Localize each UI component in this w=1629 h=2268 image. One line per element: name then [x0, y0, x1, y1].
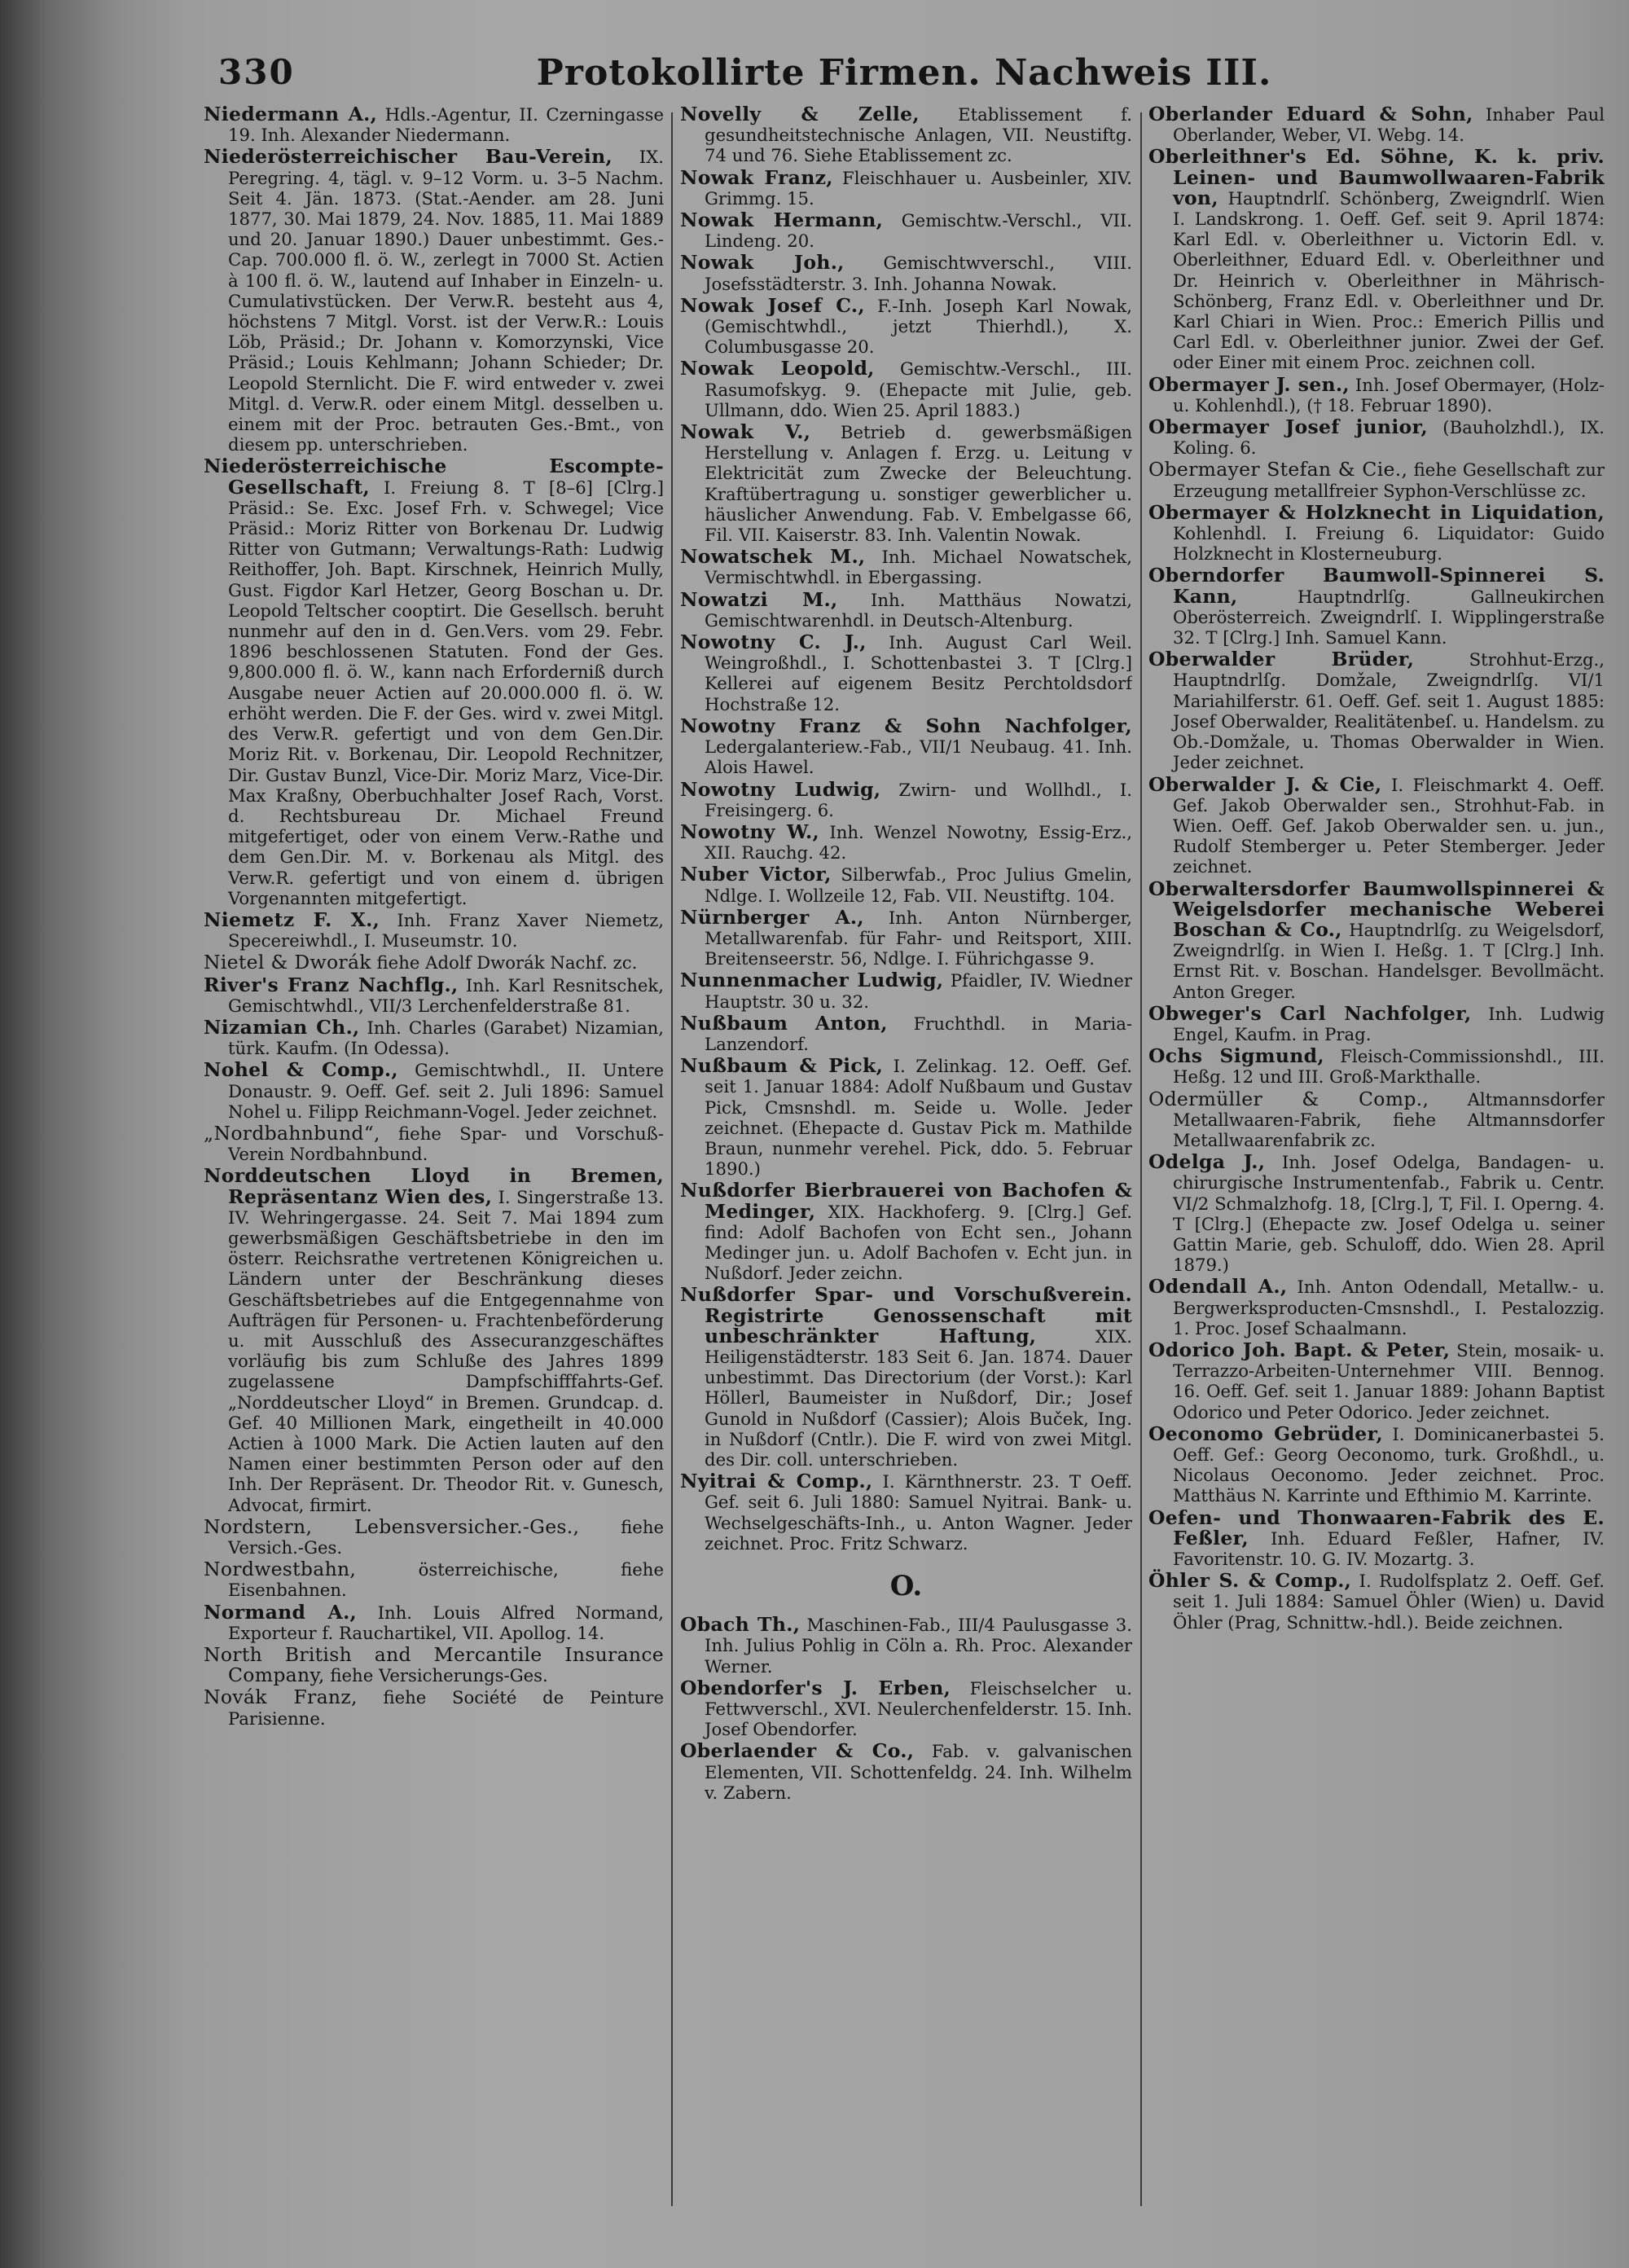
entry-text: Hauptndrlſg. zu Weigelsdorf, Zweigndrlſg. in Wien I. Heßg. 1. T [Clrg.] Inh. Ernst Rit. v. Boschan. Handelsger. Bevollmächt. Anton Greger. [1173, 919, 1605, 1002]
directory-entry [1148, 1505, 1605, 1570]
firm-name: Oberlaender & Co., [680, 1739, 915, 1763]
entry-text: Maschinen-Fab., III/4 Paulusgasse 3. Inh. Julius Pohlig in Cöln a. Rh. Proc. Alexander Werner. [705, 1615, 1132, 1677]
directory-entry [204, 1645, 664, 1686]
firm-name: Nürnberger A., [680, 905, 864, 929]
directory-entry [1148, 1152, 1605, 1275]
directory-entry [680, 210, 1132, 251]
entry-text: österreichische, fiehe Eisenbahnen. [228, 1559, 664, 1601]
entry-text: fiehe Versicherungs-Ges. [324, 1665, 548, 1686]
directory-entry [204, 104, 664, 145]
entry-text: fiehe Spar- und Vorschuß-Verein Nordbahnbund. [228, 1123, 664, 1165]
directory-entry [680, 104, 1132, 166]
firm-name: Novák Franz, [204, 1686, 358, 1709]
entry-text: I. Fleischmarkt 4. Oeff. Gef. Jakob Oberwalder sen., Strohhut-Fab. in Wien. Oeff. Gef. Jakob Oberwalder sen. u. jun., Rudolf Stemberger u. Peter Stemberger. Jeder zeichnet. [1173, 774, 1605, 877]
directory-entry [1148, 1277, 1605, 1338]
entry-text: fiehe Gesellschaft zur Erzeugung metallfreier Syphon-Verschlüsse zc. [1173, 459, 1605, 501]
column-divider [671, 112, 673, 2206]
directory-entry [1148, 565, 1605, 648]
column-divider [1140, 112, 1142, 2206]
entry-text: IX. Peregring. 4, tägl. v. 9–12 Vorm. u. 3–5 Nachm. Seit 4. Jän. 1873. (Stat.-Aender. am 28. Juni 1877, 30. Mai 1879, 24. Nov. 1885, 11. Mai 1889 und 20. Januar 1890.) Dauer unbestimmt. Ges.-Cap. 700.000 fl. ö. W., zerlegt in 7000 St. Actien à 100 fl. ö. W., lautend auf Inhaber in Einzeln- u. Cumulativstücken. Der Verw.R. besteht aus 4, höchstens 7 Mitgl. Vorst. ist der Verw.R.: Louis Löb, Präsid.; Dr. Johann v. Komorzynski, Vice Präsid.; Louis Kehlmann; Johann Schieder; Dr. Leopold Sternlicht. Die F. wird entweder v. zwei Mitgl. d. Verw.R. oder einem Mitgl. desselben u. einem mit der Proc. betrauten Ges.-Bmt., von diesem pp. unterschrieben. [228, 147, 664, 455]
column-right [1148, 104, 1605, 2239]
directory-entry [680, 547, 1132, 587]
entry-text: Fleisch-Commissionshdl., III. Heßg. 12 und III. Groß-Markthalle. [1173, 1046, 1605, 1088]
entry-text: I. Rudolfsplatz 2. Oeff. Gef. seit 1. Juli 1884: Samuel Öhler (Wien) u. David Öhler (Prag, Schnittw.-hdl.). Beide zeichnen. [1173, 1571, 1605, 1633]
directory-entry [680, 822, 1132, 863]
directory-entry [680, 864, 1132, 905]
entry-text: I. Freiung 8. T [8–6] [Clrg.] Präsid.: Se. Exc. Josef Frh. v. Schwegel; Vice Präsid.: Moriz Ritter von Borkenau Dr. Ludwig Ritter von Gutmann; Verwaltungs-Rath: Ludwig Reithoffer, Joh. Bapt. Kirschnek, Heinrich Mully, Gust. Figdor Karl Hetzer, Georg Boschan u. Dr. Leopold Teltscher cooptirt. Die Gesellsch. beruht nunmehr auf den in d. Gen.Vers. vom 29. Febr. 1896 beschlossenen Statuten. Fond der Ges. 9,800.000 fl. ö. W., kann nach Erforderniß durch Ausgabe neuer Actien auf 20.000.000 fl. ö. W. erhöht werden. Die F. der Ges. wird v. zwei Mitgl. des Verw.R. gefertigt und von dem Gen.Dir. Moriz Rit. v. Borkenau, Dir. Leopold Rechnitzer, Dir. Gustav Bunzl, Vice-Dir. Moriz Marz, Vice-Dir. Max Kraßny, Oberbuchhalter Josef Rach, Vorst. d. Rechtsbureau Dr. Michael Freund mitgefertiget, oder von einem Verw.-Rathe und dem Gen.Dir. M. v. Borkenau als Mitgl. des Verw.R. gefertigt und von einem d. übrigen Vorgenannten mitgefertigt. [228, 477, 664, 908]
directory-entry [680, 587, 1132, 631]
entry-text: Fab. v. galvanischen Elementen, VII. Schottenfeldg. 24. Inh. Wilhelm v. Zabern. [705, 1741, 1132, 1803]
directory-entry [204, 147, 664, 455]
directory-entry [1148, 879, 1605, 1002]
firm-name: Niemetz F. X., [204, 908, 380, 931]
entry-text: Ledergalanteriew.-Fab., VII/1 Neubaug. 41. Inh. Alois Hawel. [705, 736, 1132, 778]
firm-name: Nowak Josef C., [680, 293, 865, 317]
entry-text: Inh. Josef Odelga, Bandagen- u. chirurgische Instrumentenfab., Fabrik u. Centr. VI/2 Schmalzhofg. 18, [Clrg.], T, Fil. I. Operng. 4. T [Clrg.] (Ehepacte zw. Josef Odelga u. seiner Gattin Marie, geb. Schuloff, ddo. Wien 28. April 1879.) [1173, 1152, 1605, 1276]
firm-name: Novelly & Zelle, [680, 104, 920, 125]
firm-name: Nuber Victor, [680, 863, 832, 886]
entry-text: I. Dominicanerbastei 5. Oeff. Gef.: Georg Oeconomo, turk. Großhdl., u. Nicolaus Oeconomo. Jeder zeichnet. Proc. Matthäus N. Karrinte und Efthimio M. Karrinte. [1173, 1423, 1605, 1506]
firm-name: Obermayer J. sen., [1148, 372, 1350, 396]
entry-text: Silberwfab., Proc Julius Gmelin, Ndlge. I. Wollzeile 12, Fab. VII. Neustiftg. 104. [705, 864, 1132, 906]
directory-entry [680, 777, 1132, 820]
directory-entry [680, 293, 1132, 358]
directory-entry [1148, 1571, 1605, 1633]
directory-entry [204, 1060, 664, 1122]
directory-entry [204, 456, 664, 908]
directory-entry [680, 905, 1132, 969]
directory-entry [680, 1013, 1132, 1054]
entry-text: Inh. Charles (Garabet) Nizamian, türk. Kaufm. (In Odessa). [228, 1017, 664, 1059]
entry-text: Inh. Franz Xaver Niemetz, Specereiwhdl., I. Museumstr. 10. [228, 909, 664, 952]
entry-text: Inh. Louis Alfred Normand, Exporteur f. Rauchartikel, VII. Apollog. 14. [228, 1602, 664, 1643]
directory-entry [204, 975, 664, 1016]
directory-entry [204, 1166, 664, 1514]
entry-text: Inh. Anton Odendall, Metallw.- u. Bergwerksproducten-Cmsnshdl., I. Pestalozzig. 1. Proc. Josef Schaalmann. [1173, 1277, 1605, 1338]
entry-text: I. Zelinkag. 12. Oeff. Gef. seit 1. Januar 1884: Adolf Nußbaum und Gustav Pick, Cmsnshdl. m. Seide u. Wolle. Jeder zeichnet. (Ehepacte d. Gustav Pick m. Mathilde Braun, nunmehr verehel. Pick, ddo. 5. Februar 1890.) [705, 1056, 1132, 1180]
firm-name: Nowatzi M., [680, 587, 838, 611]
directory-entry [680, 970, 1132, 1011]
firm-name: Nowak Joh., [680, 251, 845, 275]
firm-name: Nyitrai & Comp., [680, 1470, 873, 1493]
entry-text: F.-Inh. Joseph Karl Nowak, (Gemischtwhdl., jetzt Thierhdl.), X. Columbusgasse 20. [705, 295, 1132, 358]
firm-name: Nowotny Franz & Sohn Nachfolger, [680, 714, 1132, 737]
directory-entry [680, 632, 1132, 714]
directory-entry [680, 253, 1132, 293]
entry-text: Inh. Matthäus Nowatzi, Gemischtwarenhdl. in Deutsch-Altenburg. [705, 589, 1132, 631]
firm-name: Nowotny Ludwig, [680, 777, 881, 801]
entry-text: Inh. Karl Resnitschek, Gemischtwhdl., VII/3 Lerchenfelderstraße 81. [228, 974, 664, 1016]
directory-entry [1148, 1089, 1605, 1151]
firm-name: Obach Th., [680, 1613, 801, 1637]
firm-name: Odendall A., [1148, 1275, 1288, 1299]
entry-text: Fruchthdl. in Maria-Lanzendorf. [705, 1013, 1132, 1054]
firm-name: Niederösterreichische Escompte-Gesellschaft, [204, 455, 664, 499]
entry-text: XIX. Hackhoferg. 9. [Clrg.] Gef. find: Adolf Bachofen von Echt sen., Johann Medinger jun. u. Adolf Bachofen v. Echt jun. in Nußdorf. Jeder zeichn. [705, 1201, 1132, 1284]
directory-entry [204, 952, 664, 973]
firm-name: Odorico Joh. Bapt. & Peter, [1148, 1338, 1451, 1361]
firm-name: Obermayer Josef junior, [1148, 415, 1428, 439]
firm-name: Oefen- und Thonwaaren-Fabrik des E. Feßler, [1148, 1505, 1605, 1549]
firm-name: Nußbaum Anton, [680, 1011, 888, 1035]
entry-text: Gemischtw.-Verschl., VII. Lindeng. 20. [705, 210, 1132, 252]
firm-name: Oberwaltersdorfer Baumwollspinnerei & Weigelsdorfer mechanische Weberei Boschan & Co., [1148, 877, 1605, 941]
column-middle [680, 104, 1132, 2239]
directory-entry [1148, 1046, 1605, 1087]
entry-text: Inh. Ludwig Engel, Kaufm. in Prag. [1173, 1003, 1605, 1044]
directory-entry [1148, 772, 1605, 877]
firm-name: Nordwestbahn, [204, 1558, 357, 1581]
directory-entry [204, 910, 664, 951]
entry-text: Hauptndrlſ. Schönberg, Zweigndrlſ. Wien I. Landskrong. 1. Oeff. Gef. seit 9. April 1874: Karl Edl. v. Oberleithner u. Victorin Edl. v. Oberleithner, Eduard Edl. v. Oberleithner und Dr. Heinrich v. Oberleithner in Mährisch-Schönberg, Franz Edl. v. Oberleithner und Dr. Karl Chiari in Wien. Proc.: Emerich Pillis und Carl Edl. v. Oberleithner junior. Zwei der Gef. oder Einer mit einem Proc. zeichnen coll. [1173, 187, 1605, 373]
column-left [204, 104, 664, 2239]
directory-entry [204, 1123, 664, 1164]
directory-entry [1148, 459, 1605, 500]
entry-text: XIX. Heiligenstädterstr. 183 Seit 6. Jan. 1874. Dauer unbestimmt. Das Directorium (der Vorst.): Karl Höllerl, Baumeister in Nußdorf, Dir.; Josef Gunold in Nußdorf (Cassier); Alois Buček, Ing. in Nußdorf (Cntlr.). Die F. wird von zwei Mitgl. des Dir. coll. unterschrieben. [705, 1325, 1132, 1470]
firm-name: River's Franz Nachflg., [204, 973, 459, 996]
section-heading: O. [889, 1570, 923, 1603]
firm-name: Nowak V., [680, 420, 811, 444]
directory-entry [680, 1615, 1132, 1677]
firm-name: Odelga J., [1148, 1150, 1266, 1174]
firm-name: Oberlander Eduard & Sohn, [1148, 104, 1473, 125]
firm-name: Nußbaum & Pick, [680, 1054, 884, 1078]
entry-text: Inh. Michael Nowatschek, Vermischtwhdl. in Ebergassing. [705, 547, 1132, 588]
running-title: Protokollirte Firmen. Nachweis III. [536, 52, 1272, 94]
directory-entry [204, 1602, 664, 1643]
directory-entry [680, 1471, 1132, 1554]
firm-name: Obweger's Carl Nachfolger, [1148, 1001, 1472, 1025]
directory-entry [1148, 1424, 1605, 1506]
firm-name: Odermüller & Comp., [1148, 1087, 1429, 1110]
firm-name: Nowak Hermann, [680, 209, 884, 232]
firm-name: Nowotny C. J., [680, 631, 867, 654]
directory-page [204, 24, 1605, 2257]
entry-text: Altmannsdorfer Metallwaaren-Fabrik, fiehe Altmannsdorfer Metallwaarenfabrik zc. [1173, 1088, 1605, 1150]
firm-name: Obermayer Stefan & Cie., [1148, 458, 1408, 481]
firm-name: Nowak Leopold, [680, 357, 875, 380]
directory-entry [680, 716, 1132, 778]
directory-entry [204, 1559, 664, 1600]
firm-name: Nordstern, Lebensversicher.-Ges., [204, 1514, 580, 1538]
directory-entry [1148, 372, 1605, 415]
firm-name: Normand A., [204, 1600, 358, 1624]
entry-text: Strohhut-Erzg., Hauptndrlſg. Domžale, Zweigndrlſg. VI/1 Mariahilferstr. 61. Oeff. Gef. seit 1. August 1885: Josef Oberwalder, Realitätenbeſ. u. Handelsm. zu Ob.-Domžale, u. Thomas Oberwalder in Wien. Jeder zeichnet. [1173, 649, 1605, 773]
firm-name: Nizamian Ch., [204, 1015, 360, 1039]
firm-name: Oeconomo Gebrüder, [1148, 1422, 1384, 1445]
firm-name: Oberwalder J. & Cie, [1148, 772, 1382, 796]
entry-text: Inhaber Paul Oberlander, Weber, VI. Webg. 14. [1173, 104, 1605, 146]
directory-entry [1148, 649, 1605, 772]
entry-text: Inh. August Carl Weil. Weingroßhdl., I. Schottenbastei 3. T [Clrg.] Kellerei auf eigenem Besitz Perchtoldsdorf Hochstraße 12. [705, 632, 1132, 714]
directory-entry [1148, 417, 1605, 458]
firm-name: „Nordbahnbund“, [204, 1121, 380, 1145]
firm-name: Nohel & Comp., [204, 1058, 398, 1082]
entry-text: (Bauholzhdl.), IX. Koling. 6. [1173, 417, 1605, 459]
entry-text: Hdls.-Agentur, II. Czerningasse 19. Inh. Alexander Niedermann. [228, 104, 664, 146]
entry-text: Inh. Wenzel Nowotny, Essig-Erz., XII. Rauchg. 42. [705, 821, 1132, 864]
firm-name: Niederösterreichischer Bau-Verein, [204, 145, 613, 169]
firm-name: Obermayer & Holzknecht in Liquidation, [1148, 500, 1605, 524]
entry-text: Inh. Eduard Feßler, Hafner, IV. Favoritenstr. 10. G. IV. Mozartg. 3. [1173, 1527, 1605, 1570]
directory-entry [680, 422, 1132, 545]
directory-entry [1148, 500, 1605, 565]
entry-text: Gemischtwhdl., II. Untere Donaustr. 9. Oeff. Gef. seit 2. Juli 1896: Samuel Nohel u. Filipp Reichmann-Vogel. Jeder zeichnet. [228, 1060, 664, 1122]
firm-name: Norddeutschen Lloyd in Bremen, Repräsentanz Wien des, [204, 1164, 664, 1208]
firm-name: Oberleithner's Ed. Söhne, K. k. priv. Leinen- und Baumwollwaaren-Fabrik von, [1148, 145, 1605, 209]
firm-name: North British and Mercantile Insurance Company, [204, 1643, 664, 1687]
firm-name: Nunnenmacher Ludwig, [680, 969, 944, 992]
entry-text: Zwirn- und Wollhdl., I. Freisingerg. 6. [705, 779, 1132, 820]
firm-name: Nowak Franz, [680, 165, 833, 189]
firm-name: Nowatschek M., [680, 545, 866, 569]
entry-text: Pfaidler, IV. Wiedner Hauptstr. 30 u. 32. [705, 970, 1132, 1012]
directory-entry [680, 1180, 1132, 1283]
firm-name: Oberwalder Brüder, [1148, 648, 1415, 671]
entry-text: Gemischtwverschl., VIII. Josefsstädterstr. 3. Inh. Johanna Nowak. [705, 253, 1132, 294]
entry-text: fiehe Versich.-Ges. [228, 1516, 664, 1558]
entry-text: Stein, mosaik- u. Terrazzo-Arbeiten-Unternehmer VIII. Bennog. 16. Oeff. Gef. seit 1. Januar 1889: Johann Baptist Odorico und Peter Odorico. Jeder zeichnet. [1173, 1339, 1605, 1422]
directory-entry [680, 1285, 1132, 1470]
directory-entry [204, 1015, 664, 1059]
entry-text: Fleischhauer u. Ausbeinler, XIV. Grimmg. 15. [705, 167, 1132, 209]
firm-name: Obendorfer's J. Erben, [680, 1676, 951, 1699]
entry-text: Inh. Anton Nürnberger, Metallwarenfab. für Fahr- und Reitsport, XIII. Breitenseerstr. 56, Ndlge. I. Führichgasse 9. [705, 907, 1132, 969]
directory-entry [680, 358, 1132, 420]
firm-name: Ochs Sigmund, [1148, 1044, 1324, 1068]
directory-entry [1148, 147, 1605, 372]
entry-text: Kohlenhdl. I. Freiung 6. Liquidator: Guido Holzknecht in Klosterneuburg. [1173, 523, 1605, 565]
firm-name: Oberndorfer Baumwoll-Spinnerei S. Kann, [1148, 564, 1605, 608]
directory-entry [680, 165, 1132, 209]
directory-entry [680, 1741, 1132, 1803]
directory-entry [1148, 1001, 1605, 1044]
entry-text: I. Kärnthnerstr. 23. T Oeff. Gef. seit 6. Juli 1880: Samuel Nyitrai. Bank- u. Wechselgeschäfts-Inh., u. Anton Wagner. Jeder zeichnet. Proc. Fritz Schwarz. [705, 1471, 1132, 1554]
firm-name: Nietel & Dworák [204, 951, 371, 974]
directory-entry [680, 1678, 1132, 1740]
entry-text: Inh. Josef Obermayer, (Holz- u. Kohlenhdl.), († 18. Februar 1890). [1173, 374, 1605, 415]
firm-name: Niedermann A., [204, 104, 378, 125]
firm-name: Öhler S. & Comp., [1148, 1569, 1352, 1593]
page-header [204, 41, 1605, 106]
firm-name: Nußdorfer Spar- und Vorschußverein. Registrirte Genossenschaft mit unbeschränkter Haftung, [680, 1283, 1132, 1347]
page-number: 330 [218, 52, 295, 92]
firm-name: Nowotny W., [680, 820, 819, 843]
directory-entry [680, 1056, 1132, 1179]
directory-entry [1148, 1340, 1605, 1422]
directory-entry [204, 1687, 664, 1728]
entry-text: Etablissement f. gesundheitstechnische Anlagen, VII. Neustiftg. 74 und 76. Siehe Etablissement zc. [705, 104, 1132, 166]
entry-text: fiehe Adolf Dworák Nachf. zc. [371, 952, 638, 974]
firm-name: Nußdorfer Bierbrauerei von Bachofen & Medinger, [680, 1179, 1132, 1223]
entry-text: fiehe Société de Peinture Parisienne. [228, 1687, 664, 1729]
directory-entry [204, 1514, 664, 1558]
entry-text: I. Singerstraße 13. IV. Wehringergasse. 24. Seit 7. Mai 1894 zum gewerbsmäßigen Geschäftsbetriebe in den im österr. Reichsrathe vertretenen Königreichen u. Ländern unter der Beschränkung dieses Geschäftsbetriebes auf die Entgegennahme von Aufträgen für Personen- u. Frachtenbeförderung u. mit Ausschluß des Assecuranzgeschäftes vorläufig bis zum Schluße des Jahres 1899 zugelassene Dampfschifffahrts-Gef. „Norddeutscher Lloyd“ in Bremen. Grundcap. d. Gef. 40 Millionen Mark, eingetheilt in 40.000 Actien à 1000 Mark. Die Actien lauten auf den Namen einer bestimmten Person oder auf den Inh. Der Repräsent. Dr. Theodor Rit. v. Gunesch, Advocat, firmirt. [228, 1186, 664, 1515]
entry-text: Hauptndrlſg. Gallneukirchen Oberösterreich. Zweigndrlſ. I. Wipplingerstraße 32. T [Clrg.] Inh. Samuel Kann. [1173, 586, 1605, 648]
entry-text: Fleischselcher u. Fettwverschl., XVI. Neulerchenfelderstr. 15. Inh. Josef Obendorfer. [705, 1677, 1132, 1740]
directory-entry [1148, 104, 1605, 145]
entry-text: Gemischtw.-Verschl., III. Rasumofskyg. 9. (Ehepacte mit Julie, geb. Ullmann, ddo. Wien 25. April 1883.) [705, 358, 1132, 420]
entry-text: Betrieb d. gewerbsmäßigen Herstellung v. Anlagen f. Erzg. u. Leitung v Elektricität zum Zwecke der Beleuchtung. Kraftübertragung u. sonstiger gewerblicher u. häuslicher Anwendung. Fab. V. Embelgasse 66, Fil. VII. Kaiserstr. 83. Inh. Valentin Nowak. [705, 422, 1132, 546]
